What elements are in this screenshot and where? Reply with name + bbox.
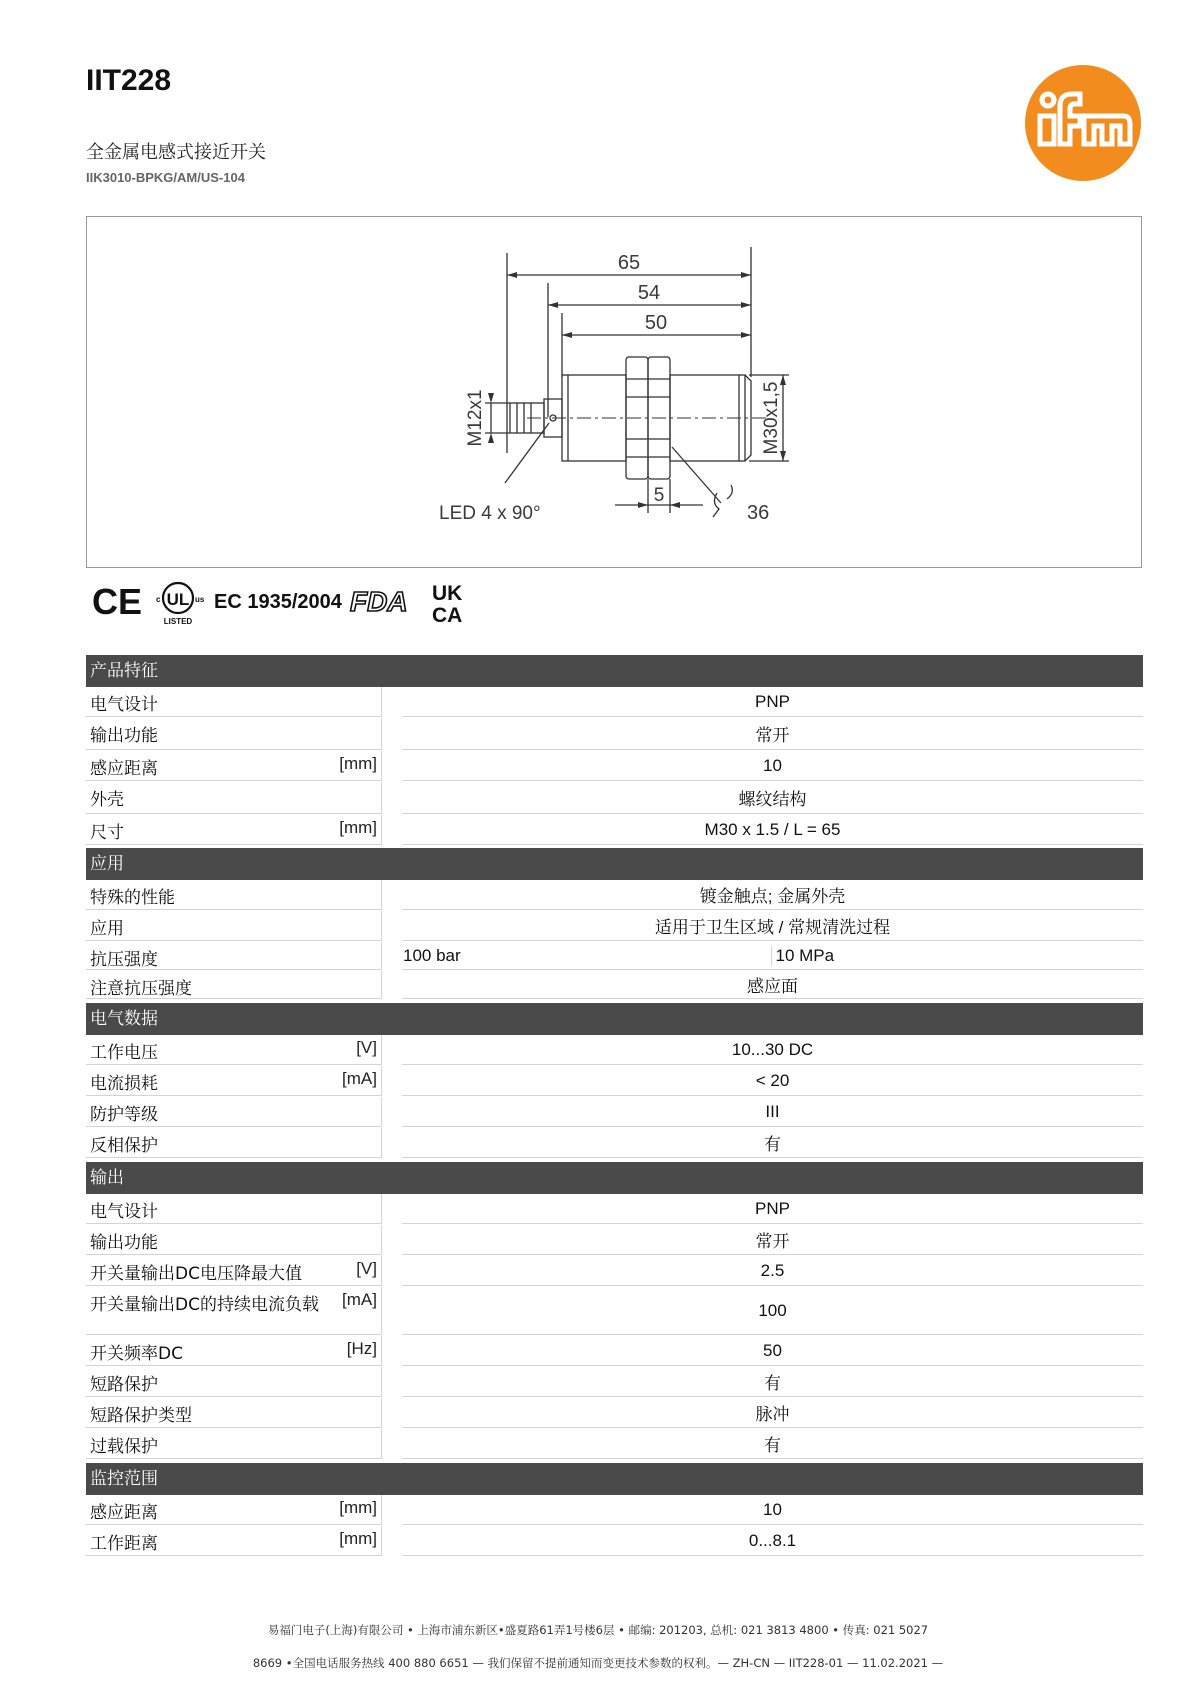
table-row: [86, 718, 1143, 751]
specification-table: [86, 655, 1143, 1557]
row-value: 脉冲: [402, 1398, 1143, 1428]
row-label: 开关频率DC: [90, 1344, 183, 1364]
article-number: IIK3010-BPKG/AM/US-104: [86, 170, 245, 185]
row-unit: [mm]: [339, 1498, 377, 1517]
row-unit: [mm]: [339, 818, 377, 837]
fda-mark: FDA: [350, 586, 408, 617]
table-row: [86, 815, 1143, 846]
row-value: PNP: [402, 687, 1143, 717]
ukca-mark-top: UK: [432, 582, 463, 605]
row-value: 0...8.1: [402, 1526, 1143, 1556]
svg-text:LISTED: LISTED: [163, 617, 193, 626]
row-value: 镀金触点; 金属外壳: [402, 880, 1143, 910]
dim-m30-label: M30x1,5: [761, 381, 782, 455]
table-row: [86, 1225, 1143, 1256]
row-unit: [mm]: [339, 1529, 377, 1548]
footer-disclaimer: 8669 •全国电话服务热线 400 880 6651 — 我们保留不提前通知而变更技术参数的权利。— ZH-CN — IIT228-01 — 11.02.2021 —: [252, 1656, 944, 1670]
row-value: < 20: [402, 1066, 1143, 1096]
table-row: [86, 1066, 1143, 1097]
row-unit: [mm]: [339, 754, 377, 773]
row-unit: [mA]: [342, 1290, 377, 1309]
svg-text:UL: UL: [166, 590, 190, 609]
row-value: 10...30 DC: [402, 1035, 1143, 1065]
product-title: IIT228: [86, 64, 172, 97]
row-value: 100: [402, 1287, 1143, 1335]
row-label: 工作电压: [90, 1043, 158, 1063]
table-row: [86, 1128, 1143, 1159]
product-subtitle: 全金属电感式接近开关: [86, 142, 266, 163]
row-label: 开关量输出DC电压降最大值: [90, 1264, 302, 1284]
section-header-electrical: 电气数据: [86, 1003, 1143, 1035]
row-value: III: [402, 1097, 1143, 1127]
dim-5-label: 5: [653, 485, 665, 506]
row-value: 有: [402, 1429, 1143, 1459]
row-label: 抗压强度: [90, 950, 158, 970]
row-value: 10: [402, 1495, 1143, 1525]
row-label: 电流损耗: [90, 1074, 158, 1094]
row-label: 工作距离: [90, 1534, 158, 1554]
footer-address: 易福门电子(上海)有限公司 • 上海市浦东新区•盛夏路61弄1号楼6层 • 邮编: 201203, 总机: 021 3813 4800 • 传真: 021 5027: [267, 1623, 929, 1637]
led-label: LED 4 x 90°: [439, 503, 541, 524]
dim-50-label: 50: [644, 312, 668, 334]
table-row: [86, 1336, 1143, 1367]
ukca-mark-bottom: CA: [432, 604, 463, 627]
row-value: 2.5: [402, 1256, 1143, 1286]
row-value: PNP: [402, 1194, 1143, 1224]
row-label: 感应距离: [90, 1503, 158, 1523]
row-value: 有: [402, 1128, 1143, 1158]
table-row: [86, 1256, 1143, 1287]
dim-36-label: 36: [747, 502, 770, 524]
table-row: [86, 1194, 1143, 1225]
row-label: 输出功能: [90, 1233, 158, 1253]
row-value: 常开: [402, 718, 1143, 750]
table-row: [86, 687, 1143, 718]
row-value: M30 x 1.5 / L = 65: [402, 815, 1143, 845]
table-row: [86, 911, 1143, 942]
row-label: 输出功能: [90, 726, 158, 746]
row-label: 应用: [90, 919, 124, 939]
table-row: [86, 782, 1143, 815]
table-row: [86, 1398, 1143, 1429]
row-value: 适用于卫生区域 / 常规清洗过程: [402, 911, 1143, 941]
table-row: [86, 1035, 1143, 1066]
ec-1935-mark: EC 1935/2004: [214, 591, 342, 613]
row-value: 有: [402, 1367, 1143, 1397]
table-row: [86, 1495, 1143, 1526]
row-label: 短路保护类型: [90, 1406, 192, 1426]
row-label: 外壳: [90, 790, 124, 810]
row-value: 常开: [402, 1225, 1143, 1255]
dim-65-label: 65: [617, 252, 641, 274]
row-label: 反相保护: [90, 1136, 158, 1156]
section-header-monitoring: 监控范围: [86, 1463, 1143, 1495]
row-label: 开关量输出DC的持续电流负载: [90, 1295, 319, 1315]
row-value-mpa: 10 MPa: [771, 946, 1144, 966]
table-row: [86, 1097, 1143, 1128]
row-label: 过载保护: [90, 1437, 158, 1457]
table-row: [86, 1367, 1143, 1398]
ifm-logo: [1024, 64, 1142, 182]
row-value: 50: [402, 1336, 1143, 1366]
row-unit: [mA]: [342, 1069, 377, 1088]
section-header-output: 输出: [86, 1162, 1143, 1194]
row-label: 电气设计: [90, 1202, 158, 1222]
row-label: 注意抗压强度: [90, 979, 192, 999]
row-label: 短路保护: [90, 1375, 158, 1395]
row-unit: [V]: [356, 1259, 377, 1278]
table-row: [86, 942, 1143, 971]
row-value: 感应面: [402, 971, 1143, 999]
table-row: [86, 1287, 1143, 1336]
row-value-bar: 100 bar: [403, 945, 461, 965]
row-label: 尺寸: [90, 823, 124, 843]
dim-m12-label: M12x1: [465, 389, 486, 447]
table-row: [86, 1526, 1143, 1557]
ce-mark: CE: [92, 581, 143, 622]
row-label: 感应距离: [90, 759, 158, 779]
svg-text:us: us: [195, 595, 205, 604]
row-label: 防护等级: [90, 1105, 158, 1125]
row-unit: [Hz]: [346, 1339, 377, 1358]
section-header-application: 应用: [86, 848, 1143, 880]
svg-text:c: c: [156, 595, 161, 604]
row-value: 螺纹结构: [402, 782, 1143, 814]
ul-mark: [156, 583, 205, 626]
row-value: 10: [402, 751, 1143, 781]
dimension-drawing: [87, 217, 1141, 567]
section-header-features: 产品特征: [86, 655, 1143, 687]
table-row: [86, 880, 1143, 911]
row-unit: [V]: [356, 1038, 377, 1057]
table-row: [86, 751, 1143, 782]
table-row: [86, 1429, 1143, 1460]
dim-54-label: 54: [637, 282, 661, 304]
dimension-drawing-frame: [86, 216, 1142, 568]
row-label: 特殊的性能: [90, 888, 175, 908]
table-row: [86, 971, 1143, 1000]
row-label: 电气设计: [90, 695, 158, 715]
certification-marks: [92, 578, 492, 628]
